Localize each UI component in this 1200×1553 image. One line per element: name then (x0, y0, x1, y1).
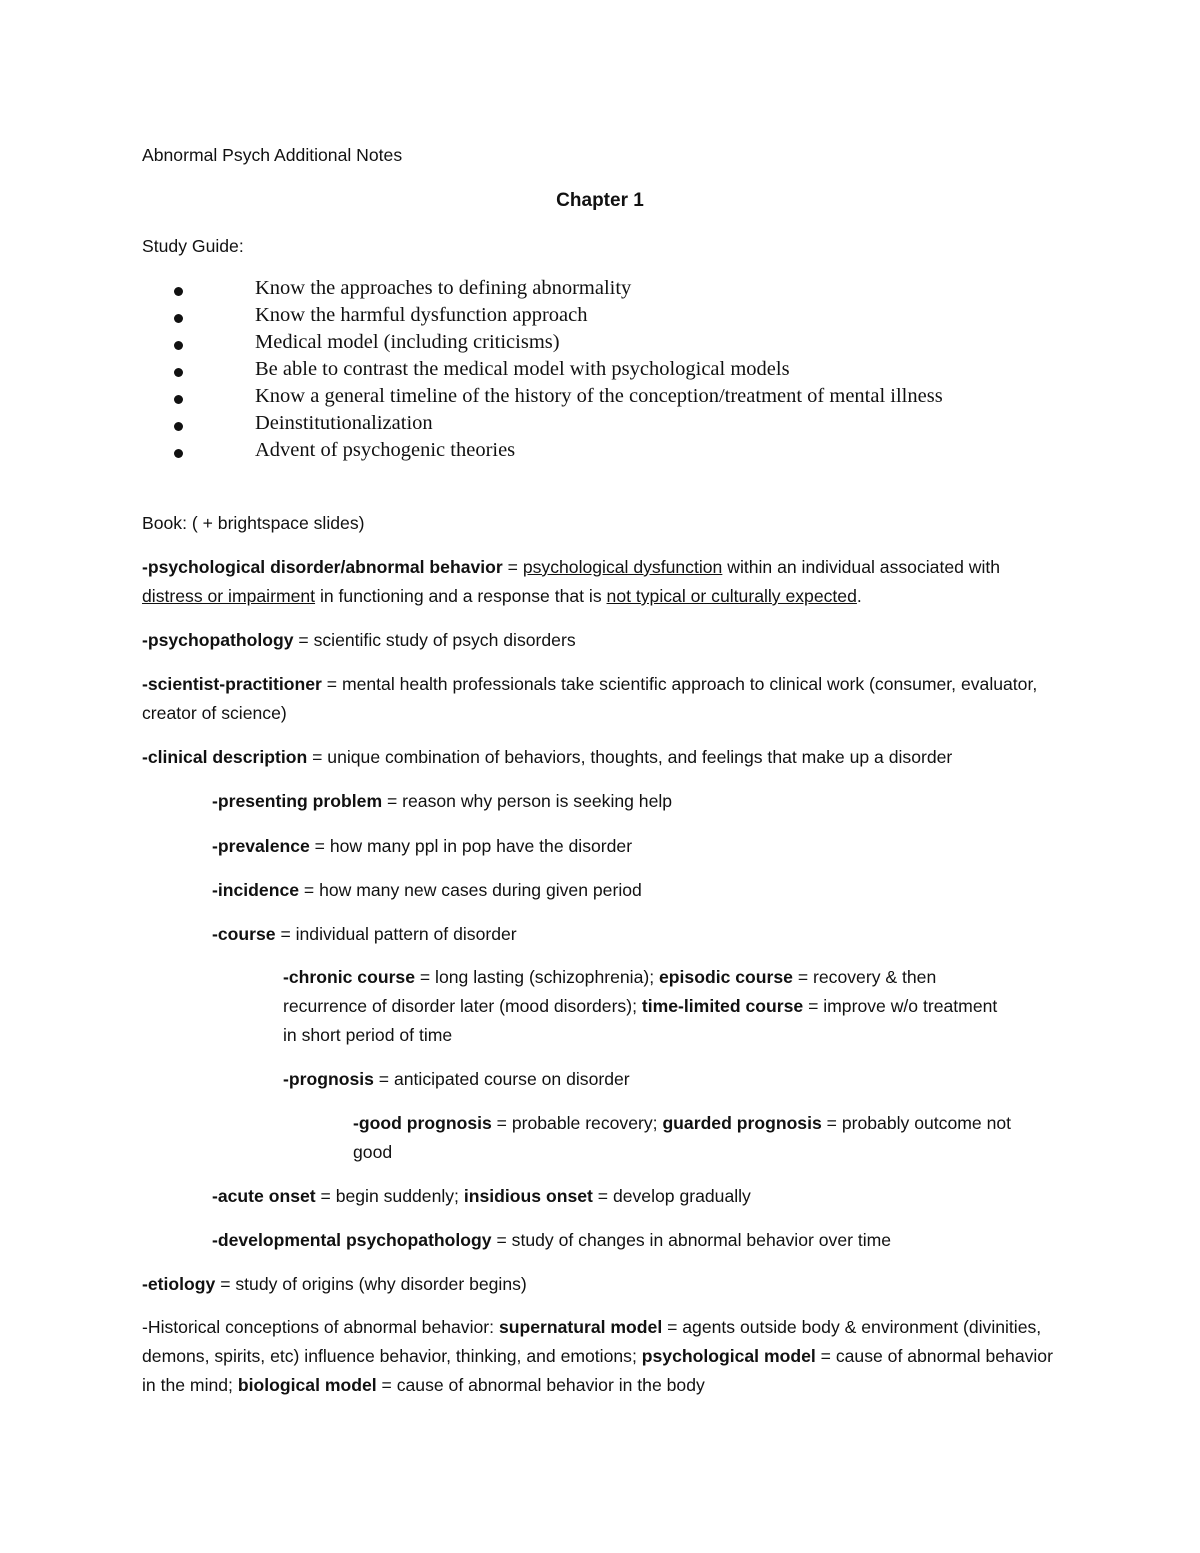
note-psychological-disorder: -psychological disorder/abnormal behavior = psychological dysfunction within an individual associated with distress or impairment in functioning and a response that is not typical or culturally expected. (142, 557, 1001, 606)
note-clinical-description: -clinical description = unique combination of behaviors, thoughts, and feelings that make up a disorder (142, 747, 953, 767)
note-etiology: -etiology = study of origins (why disorder begins) (142, 1274, 527, 1294)
list-item: Know the approaches to defining abnormality (142, 277, 943, 304)
note-prognosis-types: -good prognosis = probable recovery; guarded prognosis = probably outcome not good (353, 1113, 1012, 1162)
book-label: Book: ( + brightspace slides) (142, 513, 365, 533)
bullet-icon (174, 449, 183, 458)
list-item: Know a general timeline of the history of the conception/treatment of mental illness (142, 385, 943, 412)
bullet-icon (174, 314, 183, 323)
note-prognosis: -prognosis = anticipated course on disorder (283, 1069, 630, 1089)
bullet-icon (174, 395, 183, 404)
bullet-icon (174, 341, 183, 350)
note-developmental-psychopathology: -developmental psychopathology = study of changes in abnormal behavior over time (212, 1230, 892, 1250)
note-psychopathology: -psychopathology = scientific study of psych disorders (142, 630, 576, 650)
list-item: Deinstitutionalization (142, 412, 943, 439)
list-item: Be able to contrast the medical model with psychological models (142, 358, 943, 385)
note-presenting-problem: -presenting problem = reason why person is seeking help (212, 791, 673, 811)
chapter-heading: Chapter 1 (556, 190, 644, 211)
note-course: -course = individual pattern of disorder (212, 924, 517, 944)
list-item: Advent of psychogenic theories (142, 439, 943, 466)
bullet-icon (174, 287, 183, 296)
note-onset: -acute onset = begin suddenly; insidious onset = develop gradually (212, 1186, 751, 1206)
bullet-icon (174, 368, 183, 377)
note-prevalence: -prevalence = how many ppl in pop have the disorder (212, 836, 633, 856)
document-title: Abnormal Psych Additional Notes (142, 145, 403, 165)
note-historical-conceptions: -Historical conceptions of abnormal behavior: supernatural model = agents outside body & environment (divinities, demons, spirits, etc) influence behavior, thinking, and emotions; psychological model = cause of abnormal behavior in the mind; biological model = cause of abnormal behavior in the body (142, 1317, 1053, 1395)
list-item: Know the harmful dysfunction approach (142, 304, 943, 331)
note-scientist-practitioner: -scientist-practitioner = mental health professionals take scientific approach to clinical work (consumer, evaluator, creator of science) (142, 674, 1038, 723)
study-guide-list (142, 277, 943, 466)
note-course-types: -chronic course = long lasting (schizophrenia); episodic course = recovery & then recurrence of disorder later (mood disorders); time-limited course = improve w/o treatment in short period of time (283, 967, 998, 1045)
study-guide-label: Study Guide: (142, 236, 244, 256)
list-item: Medical model (including criticisms) (142, 331, 943, 358)
note-incidence: -incidence = how many new cases during given period (212, 880, 642, 900)
bullet-icon (174, 422, 183, 431)
